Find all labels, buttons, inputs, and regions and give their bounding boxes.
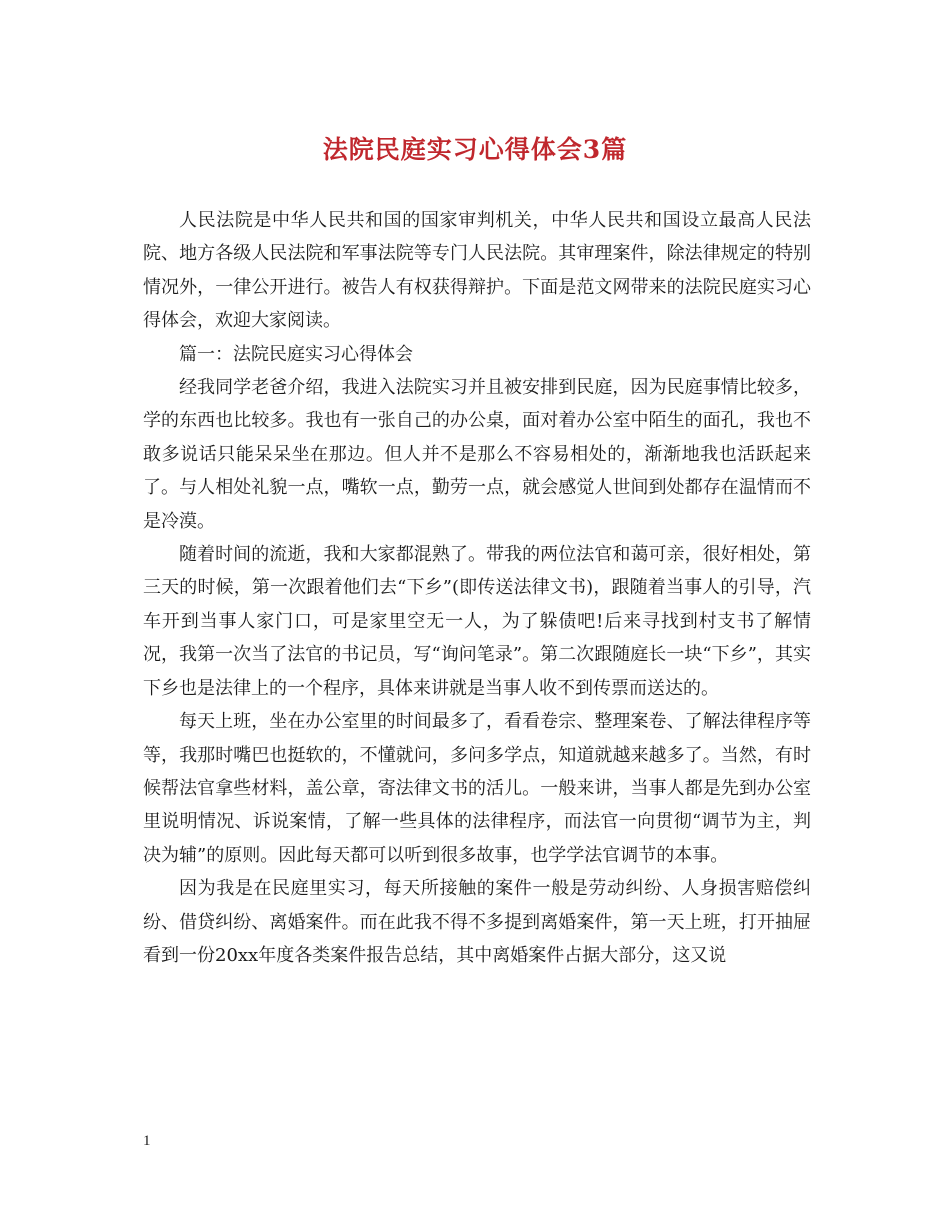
paragraph: 每天上班，坐在办公室里的时间最多了，看看卷宗、整理案卷、了解法律程序等等，我那时嘴巴也挺软的，不懂就问，多问多学点，知道就越来越多了。当然，有时候帮法官拿些材料，盖公章，寄法律文书的活儿。一般来讲，当事人都是先到办公室里说明情况、诉说案情，了解一些具体的法律程序，而法官一向贯彻“调节为主，判决为辅”的原则。因此每天都可以听到很多故事，也学学法官调节的本事。 [143, 711, 811, 866]
paragraph: 随着时间的流逝，我和大家都混熟了。带我的两位法官和蔼可亲，很好相处，第三天的时候，第一次跟着他们去“下乡”(即传送法律文书)，跟随着当事人的引导，汽车开到当事人家门口，可是家里空无一人，为了躲债吧!后来寻找到村支书了解情况，我第一次当了法官的书记员，写“询问笔录”。第二次跟随庭长一块“下乡”，其实下乡也是法律上的一个程序，具体来讲就是当事人收不到传票而送达的。 [143, 544, 811, 699]
page-number: 1 [143, 1133, 151, 1149]
paragraph: 因为我是在民庭里实习，每天所接触的案件一般是劳动纠纷、人身损害赔偿纠纷、借贷纠纷、离婚案件。而在此我不得不多提到离婚案件，第一天上班，打开抽屉看到一份20xx年度各类案件报告总结，其中离婚案件占据大部分，这又说 [143, 878, 811, 966]
document-title: 法院民庭实习心得体会3篇 [322, 135, 628, 164]
paragraph: 经我同学老爸介绍，我进入法院实习并且被安排到民庭，因为民庭事情比较多，学的东西也比较多。我也有一张自己的办公桌，面对着办公室中陌生的面孔，我也不敢多说话只能呆呆坐在那边。但人并不是那么不容易相处的，渐渐地我也活跃起来了。与人相处礼貌一点，嘴软一点，勤劳一点，就会感觉人世间到处都存在温情而不是冷漠。 [143, 377, 811, 532]
document-body [143, 204, 811, 972]
section-heading: 篇一：法院民庭实习心得体会 [179, 343, 413, 365]
paragraph-intro: 人民法院是中华人民共和国的国家审判机关，中华人民共和国设立最高人民法院、地方各级人民法院和军事法院等专门人民法院。其审理案件，除法律规定的特别情况外，一律公开进行。被告人有权获得辩护。下面是范文网带来的法院民庭实习心得体会，欢迎大家阅读。 [143, 210, 811, 332]
